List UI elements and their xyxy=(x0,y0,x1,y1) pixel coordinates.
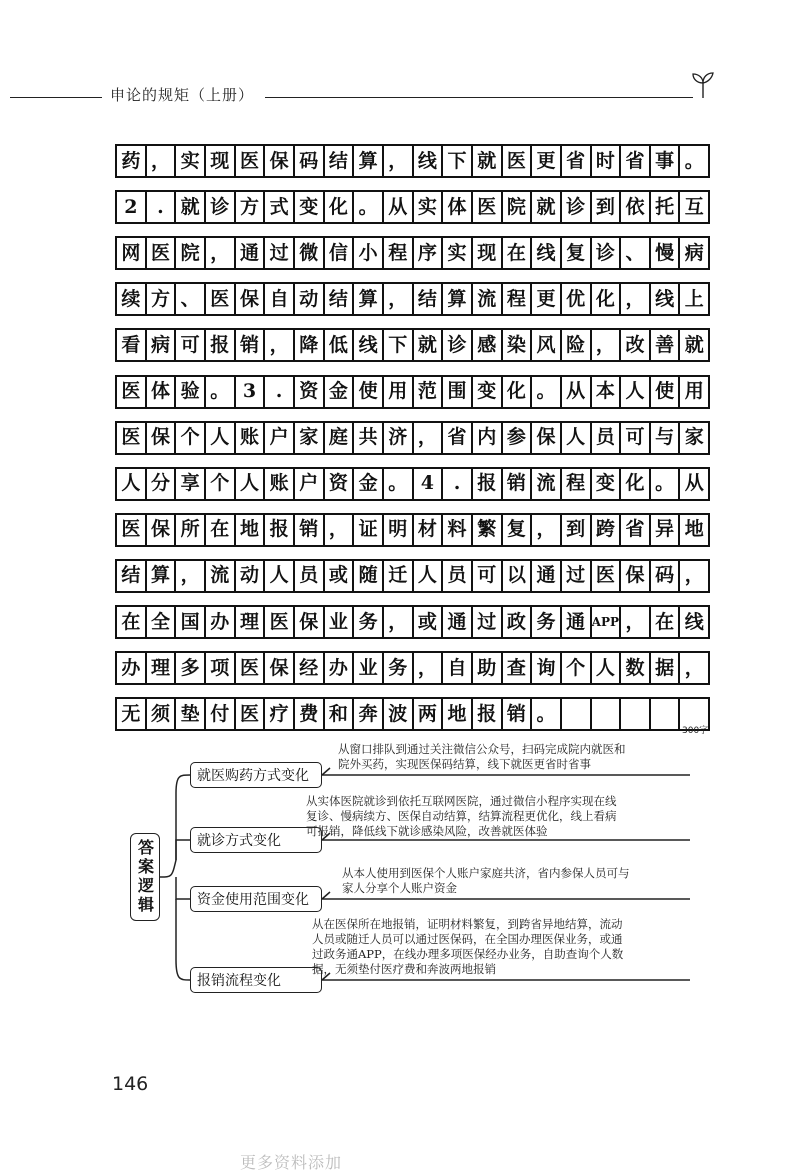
essay-cell: ， xyxy=(412,651,442,685)
essay-cell: 染 xyxy=(501,328,531,362)
essay-cell: 医 xyxy=(234,144,264,178)
essay-cell: 享 xyxy=(174,467,204,501)
essay-cell: 人 xyxy=(263,559,293,593)
essay-cell: 内 xyxy=(471,421,501,455)
essay-cell: 线 xyxy=(649,282,679,316)
essay-cell: 须 xyxy=(145,697,175,731)
essay-cell: 报 xyxy=(204,328,234,362)
essay-cell: 验 xyxy=(174,375,204,409)
essay-cell: 报 xyxy=(263,513,293,547)
essay-cell: ， xyxy=(204,236,234,270)
essay-cell: 异 xyxy=(649,513,679,547)
essay-cell: 奔 xyxy=(352,697,382,731)
essay-cell: 料 xyxy=(441,513,471,547)
essay-cell: 码 xyxy=(649,559,679,593)
essay-cell: 证 xyxy=(352,513,382,547)
essay-cell: 材 xyxy=(412,513,442,547)
essay-cell: ， xyxy=(590,328,620,362)
essay-cell: 事 xyxy=(649,144,679,178)
essay-cell: 人 xyxy=(115,467,145,501)
essay-cell: 3 xyxy=(234,375,264,409)
essay-cell: ， xyxy=(619,605,649,639)
essay-cell: 务 xyxy=(382,651,412,685)
essay-cell: 就 xyxy=(412,328,442,362)
essay-cell: ， xyxy=(263,328,293,362)
essay-cell: 小 xyxy=(352,236,382,270)
essay-cell: 善 xyxy=(649,328,679,362)
essay-cell: 诊 xyxy=(441,328,471,362)
essay-cell: 互 xyxy=(678,190,710,224)
desc-line: 从在医保所在地报销，证明材料繁复，到跨省异地结算，流动 xyxy=(312,917,623,931)
essay-cell: 险 xyxy=(560,328,590,362)
essay-cell: 。 xyxy=(204,375,234,409)
essay-cell: 理 xyxy=(145,651,175,685)
essay-cell: 随 xyxy=(352,559,382,593)
essay-cell: 更 xyxy=(530,144,560,178)
essay-cell: 金 xyxy=(323,375,353,409)
essay-cell: 员 xyxy=(441,559,471,593)
essay-cell: 济 xyxy=(382,421,412,455)
essay-cell: 实 xyxy=(412,190,442,224)
essay-cell: 省 xyxy=(441,421,471,455)
essay-cell: 、 xyxy=(174,282,204,316)
essay-cell: ， xyxy=(382,282,412,316)
essay-cell: 过 xyxy=(560,559,590,593)
essay-cell: 诊 xyxy=(590,236,620,270)
essay-cell: 算 xyxy=(145,559,175,593)
essay-cell: 续 xyxy=(115,282,145,316)
essay-cell: 实 xyxy=(441,236,471,270)
essay-cell: 医 xyxy=(115,375,145,409)
essay-cell: 线 xyxy=(352,328,382,362)
essay-cell: 两 xyxy=(412,697,442,731)
essay-cell: 销 xyxy=(234,328,264,362)
branch-medical-purchase: 就医购药方式变化 xyxy=(190,762,322,788)
essay-cell: 。 xyxy=(352,190,382,224)
essay-cell: 医 xyxy=(471,190,501,224)
essay-cell: 保 xyxy=(145,421,175,455)
essay-cell: 感 xyxy=(471,328,501,362)
essay-cell: 信 xyxy=(323,236,353,270)
essay-cell: 销 xyxy=(293,513,323,547)
essay-cell: 医 xyxy=(501,144,531,178)
desc-line: 从实体医院就诊到依托互联网医院，通过微信小程序实现在线 xyxy=(306,794,617,808)
essay-cell: 围 xyxy=(441,375,471,409)
essay-cell: 所 xyxy=(174,513,204,547)
essay-cell: 数 xyxy=(619,651,649,685)
essay-cell: 跨 xyxy=(590,513,620,547)
essay-cell: ， xyxy=(382,144,412,178)
essay-cell: . xyxy=(263,375,293,409)
essay-cell: 繁 xyxy=(471,513,501,547)
essay-cell: 算 xyxy=(352,282,382,316)
essay-cell: 医 xyxy=(590,559,620,593)
footer-watermark-text: 更多资料添加 xyxy=(240,1153,343,1172)
essay-cell: 明 xyxy=(382,513,412,547)
essay-cell: 算 xyxy=(352,144,382,178)
essay-cell: 户 xyxy=(293,467,323,501)
essay-cell: 无 xyxy=(115,697,145,731)
essay-cell: 资 xyxy=(293,375,323,409)
essay-cell: 用 xyxy=(382,375,412,409)
essay-cell: 过 xyxy=(471,605,501,639)
desc-line: 家人分享个人账户资金 xyxy=(342,881,457,895)
essay-cell: 就 xyxy=(530,190,560,224)
essay-cell: 范 xyxy=(412,375,442,409)
essay-cell: 医 xyxy=(263,605,293,639)
essay-cell: 医 xyxy=(234,697,264,731)
essay-cell: ， xyxy=(619,282,649,316)
essay-cell: 4 xyxy=(412,467,442,501)
essay-cell: 医 xyxy=(115,421,145,455)
essay-cell: 复 xyxy=(501,513,531,547)
desc-line: 从窗口排队到通过关注微信公众号，扫码完成院内就医和 xyxy=(338,742,626,756)
essay-cell: 程 xyxy=(382,236,412,270)
essay-cell: 保 xyxy=(263,651,293,685)
essay-cell: 人 xyxy=(234,467,264,501)
essay-cell: 现 xyxy=(204,144,234,178)
essay-cell: 院 xyxy=(501,190,531,224)
essay-cell: 个 xyxy=(174,421,204,455)
essay-cell: 账 xyxy=(234,421,264,455)
essay-cell: 省 xyxy=(619,513,649,547)
desc-line: 从本人使用到医保个人账户家庭共济，省内参保人员可与 xyxy=(342,866,630,880)
essay-cell: 多 xyxy=(174,651,204,685)
essay-cell: 保 xyxy=(145,513,175,547)
essay-cell: 户 xyxy=(263,421,293,455)
essay-cell: 体 xyxy=(145,375,175,409)
essay-cell: 病 xyxy=(678,236,710,270)
essay-cell: 本 xyxy=(590,375,620,409)
essay-cell: 地 xyxy=(234,513,264,547)
essay-cell: 使 xyxy=(649,375,679,409)
essay-cell: 办 xyxy=(323,651,353,685)
essay-cell: 院 xyxy=(174,236,204,270)
essay-cell: 自 xyxy=(441,651,471,685)
essay-cell: 低 xyxy=(323,328,353,362)
desc-line: 人员或随迁人员可以通过医保码，在全国办理医保业务，或通 xyxy=(312,932,623,946)
essay-cell: 医 xyxy=(234,651,264,685)
essay-cell: 共 xyxy=(352,421,382,455)
essay-cell: 理 xyxy=(234,605,264,639)
essay-cell: 从 xyxy=(560,375,590,409)
essay-cell: 算 xyxy=(441,282,471,316)
essay-cell: 地 xyxy=(678,513,710,547)
essay-cell: . xyxy=(441,467,471,501)
essay-cell: 与 xyxy=(649,421,679,455)
essay-cell: 经 xyxy=(293,651,323,685)
essay-cell: 办 xyxy=(204,605,234,639)
essay-cell: ， xyxy=(530,513,560,547)
essay-cell: 体 xyxy=(441,190,471,224)
essay-cell: 保 xyxy=(619,559,649,593)
essay-cell: 药 xyxy=(115,144,145,178)
essay-cell: 业 xyxy=(323,605,353,639)
essay-cell: 业 xyxy=(352,651,382,685)
essay-cell: 国 xyxy=(174,605,204,639)
essay-cell: 保 xyxy=(293,605,323,639)
essay-cell: 。 xyxy=(530,375,560,409)
essay-cell: 变 xyxy=(293,190,323,224)
essay-cell: 助 xyxy=(471,651,501,685)
essay-cell: 依 xyxy=(619,190,649,224)
branch-fund-scope: 资金使用范围变化 xyxy=(190,886,322,912)
essay-cell: 个 xyxy=(560,651,590,685)
essay-cell: 通 xyxy=(441,605,471,639)
essay-cell: 微 xyxy=(293,236,323,270)
essay-cell: 费 xyxy=(293,697,323,731)
essay-cell: 家 xyxy=(678,421,710,455)
essay-cell: ， xyxy=(412,421,442,455)
essay-cell: 家 xyxy=(293,421,323,455)
word-count-label: 300字 xyxy=(682,726,709,736)
essay-cell: 资 xyxy=(323,467,353,501)
essay-cell: 分 xyxy=(145,467,175,501)
essay-cell: 序 xyxy=(412,236,442,270)
essay-cell: 可 xyxy=(174,328,204,362)
essay-cell: ， xyxy=(145,144,175,178)
essay-cell: 结 xyxy=(115,559,145,593)
essay-cell: 式 xyxy=(263,190,293,224)
essay-cell: 流 xyxy=(471,282,501,316)
essay-cell: 付 xyxy=(204,697,234,731)
essay-cell: 金 xyxy=(352,467,382,501)
essay-cell: 参 xyxy=(501,421,531,455)
essay-cell: 波 xyxy=(382,697,412,731)
page-number: 146 xyxy=(112,1073,149,1095)
essay-cell: 改 xyxy=(619,328,649,362)
essay-cell: 迁 xyxy=(382,559,412,593)
page-header-title: 申论的规矩（上册） xyxy=(110,86,255,104)
essay-cell: 线 xyxy=(412,144,442,178)
essay-cell: 化 xyxy=(323,190,353,224)
essay-cell: 到 xyxy=(560,513,590,547)
essay-cell: 项 xyxy=(204,651,234,685)
essay-cell: 报 xyxy=(471,697,501,731)
essay-cell: 在 xyxy=(649,605,679,639)
essay-cell: 人 xyxy=(590,651,620,685)
essay-cell: 现 xyxy=(471,236,501,270)
essay-cell: 员 xyxy=(293,559,323,593)
essay-cell: 通 xyxy=(560,605,590,639)
essay-cell: 在 xyxy=(501,236,531,270)
essay-cell: 务 xyxy=(530,605,560,639)
essay-cell: 可 xyxy=(619,421,649,455)
essay-cell: 人 xyxy=(204,421,234,455)
essay-cell: 流 xyxy=(530,467,560,501)
essay-cell: 和 xyxy=(323,697,353,731)
essay-cell: 省 xyxy=(619,144,649,178)
essay-cell: 报 xyxy=(471,467,501,501)
essay-cell: 查 xyxy=(501,651,531,685)
essay-cell: 通 xyxy=(530,559,560,593)
essay-cell: 程 xyxy=(501,282,531,316)
essay-cell: ， xyxy=(174,559,204,593)
essay-cell: ， xyxy=(678,651,710,685)
essay-cell: 保 xyxy=(234,282,264,316)
essay-cell: 流 xyxy=(204,559,234,593)
essay-cell: 风 xyxy=(530,328,560,362)
essay-cell: 下 xyxy=(382,328,412,362)
essay-cell: 可 xyxy=(471,559,501,593)
branch-desc-1 xyxy=(338,742,626,772)
essay-cell: 下 xyxy=(441,144,471,178)
essay-cell: 方 xyxy=(234,190,264,224)
essay-cell: ， xyxy=(678,559,710,593)
essay-cell: 保 xyxy=(263,144,293,178)
branch-desc-4 xyxy=(312,917,623,977)
essay-cell: 垫 xyxy=(174,697,204,731)
essay-cell: 上 xyxy=(678,282,710,316)
essay-cell: 降 xyxy=(293,328,323,362)
essay-cell: 线 xyxy=(678,605,710,639)
essay-cell: 用 xyxy=(678,375,710,409)
essay-cell: 优 xyxy=(560,282,590,316)
essay-cell: 病 xyxy=(145,328,175,362)
desc-line: 据，无须垫付医疗费和奔波两地报销 xyxy=(312,962,496,976)
desc-line: 复诊、慢病续方、医保自动结算，结算流程更优化，线上看病 xyxy=(306,809,617,823)
essay-cell: 方 xyxy=(145,282,175,316)
essay-cell: 实 xyxy=(174,144,204,178)
desc-line: 过政务通APP，在线办理多项医保经办业务，自助查询个人数 xyxy=(312,947,624,961)
essay-cell: 员 xyxy=(590,421,620,455)
essay-cell: 务 xyxy=(352,605,382,639)
essay-cell: 更 xyxy=(530,282,560,316)
essay-cell: 医 xyxy=(115,513,145,547)
essay-cell: 结 xyxy=(323,282,353,316)
essay-cell: 在 xyxy=(204,513,234,547)
branch-desc-2 xyxy=(306,794,617,839)
essay-cell: 政 xyxy=(501,605,531,639)
essay-cell: 省 xyxy=(560,144,590,178)
essay-cell: 变 xyxy=(471,375,501,409)
essay-cell: 自 xyxy=(263,282,293,316)
essay-cell: 疗 xyxy=(263,697,293,731)
essay-cell: 就 xyxy=(471,144,501,178)
desc-line: 可报销，降低线下就诊感染风险，改善就医体验 xyxy=(306,824,548,838)
essay-cell: 或 xyxy=(412,605,442,639)
essay-cell: 化 xyxy=(619,467,649,501)
essay-cell: 从 xyxy=(678,467,710,501)
essay-cell: 或 xyxy=(323,559,353,593)
essay-cell: 保 xyxy=(530,421,560,455)
essay-cell: 销 xyxy=(501,467,531,501)
essay-cell: 变 xyxy=(590,467,620,501)
essay-cell: 人 xyxy=(619,375,649,409)
essay-cell: 线 xyxy=(530,236,560,270)
essay-cell: 网 xyxy=(115,236,145,270)
essay-cell: ， xyxy=(382,605,412,639)
essay-cell: 就 xyxy=(678,328,710,362)
essay-cell: 化 xyxy=(590,282,620,316)
essay-cell: 时 xyxy=(590,144,620,178)
essay-cell: 。 xyxy=(382,467,412,501)
essay-cell: APP xyxy=(590,605,620,639)
essay-cell: 人 xyxy=(412,559,442,593)
essay-cell: 慢 xyxy=(649,236,679,270)
essay-cell: 医 xyxy=(204,282,234,316)
essay-cell: 从 xyxy=(382,190,412,224)
essay-cell: 地 xyxy=(441,697,471,731)
essay-cell: 复 xyxy=(560,236,590,270)
essay-cell: 以 xyxy=(501,559,531,593)
essay-cell: 诊 xyxy=(560,190,590,224)
essay-cell: 2 xyxy=(115,190,145,224)
essay-cell: 人 xyxy=(560,421,590,455)
branch-reimbursement: 报销流程变化 xyxy=(190,967,322,993)
branch-desc-3 xyxy=(342,866,630,896)
essay-cell: 程 xyxy=(560,467,590,501)
essay-cell: 全 xyxy=(145,605,175,639)
essay-cell: . xyxy=(145,190,175,224)
essay-cell: 账 xyxy=(263,467,293,501)
essay-cell: 就 xyxy=(174,190,204,224)
essay-cell: 结 xyxy=(412,282,442,316)
essay-cell: 诊 xyxy=(204,190,234,224)
mindmap-root xyxy=(130,833,160,921)
essay-cell: 托 xyxy=(649,190,679,224)
essay-cell: 过 xyxy=(263,236,293,270)
essay-cell: 在 xyxy=(115,605,145,639)
essay-cell: 庭 xyxy=(323,421,353,455)
essay-cell: 动 xyxy=(234,559,264,593)
essay-cell: 、 xyxy=(619,236,649,270)
essay-cell: 询 xyxy=(530,651,560,685)
essay-cell: 医 xyxy=(145,236,175,270)
essay-cell: 看 xyxy=(115,328,145,362)
essay-cell: 使 xyxy=(352,375,382,409)
desc-line: 院外买药，实现医保码结算，线下就医更省时省事 xyxy=(338,757,591,771)
essay-cell: 动 xyxy=(293,282,323,316)
essay-cell: 。 xyxy=(678,144,710,178)
essay-cell: ， xyxy=(323,513,353,547)
essay-cell: 码 xyxy=(293,144,323,178)
essay-cell: 到 xyxy=(590,190,620,224)
essay-cell: 办 xyxy=(115,651,145,685)
essay-cell: 通 xyxy=(234,236,264,270)
mindmap-root-label: 答案逻辑 xyxy=(135,839,155,915)
essay-cell: 结 xyxy=(323,144,353,178)
essay-cell: 个 xyxy=(204,467,234,501)
essay-cell: 。 xyxy=(530,697,560,731)
branch-consultation: 就诊方式变化 xyxy=(190,827,322,853)
essay-cell: 销 xyxy=(501,697,531,731)
essay-cell: 据 xyxy=(649,651,679,685)
essay-cell: 。 xyxy=(649,467,679,501)
essay-cell: 化 xyxy=(501,375,531,409)
